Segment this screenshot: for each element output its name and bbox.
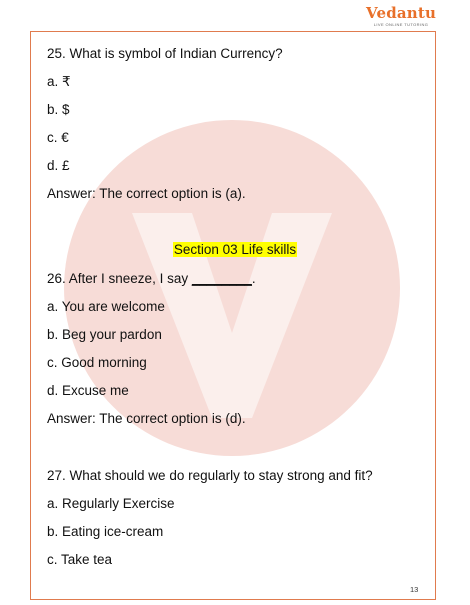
q25-option-c: c. € [47, 130, 69, 145]
q26-blank: ________ [191, 271, 252, 286]
logo-brand: Vedantu [366, 4, 437, 22]
section-title [0, 242, 470, 258]
q25-option-a: a. ₹ [47, 74, 71, 89]
question-25: 25. What is symbol of Indian Currency? [47, 46, 283, 61]
q26-suffix: . [251, 271, 256, 286]
question-26 [47, 271, 256, 287]
q26-option-d: d. Excuse me [47, 383, 129, 398]
q26-option-b: b. Beg your pardon [47, 327, 162, 342]
q25-option-b: b. $ [47, 102, 70, 117]
vedantu-watermark-icon [62, 118, 402, 458]
section-title-text: Section 03 Life skills [173, 242, 297, 257]
q27-option-c: c. Take tea [47, 552, 113, 567]
q26-prefix: 26. After I sneeze, I say [47, 271, 192, 286]
q27-option-a: a. Regularly Exercise [47, 496, 175, 511]
q25-answer: Answer: The correct option is (a). [47, 186, 246, 201]
q26-option-c: c. Good morning [47, 355, 147, 370]
logo-tagline: LIVE ONLINE TUTORING [373, 22, 429, 27]
question-27: 27. What should we do regularly to stay strong and fit? [47, 468, 373, 483]
vedantu-logo [366, 4, 436, 32]
q27-option-b: b. Eating ice-cream [47, 524, 164, 539]
q26-answer: Answer: The correct option is (d). [47, 411, 246, 426]
page-number: 13 [410, 585, 419, 594]
q26-option-a: a. You are welcome [47, 299, 165, 314]
q25-option-d: d. £ [47, 158, 70, 173]
